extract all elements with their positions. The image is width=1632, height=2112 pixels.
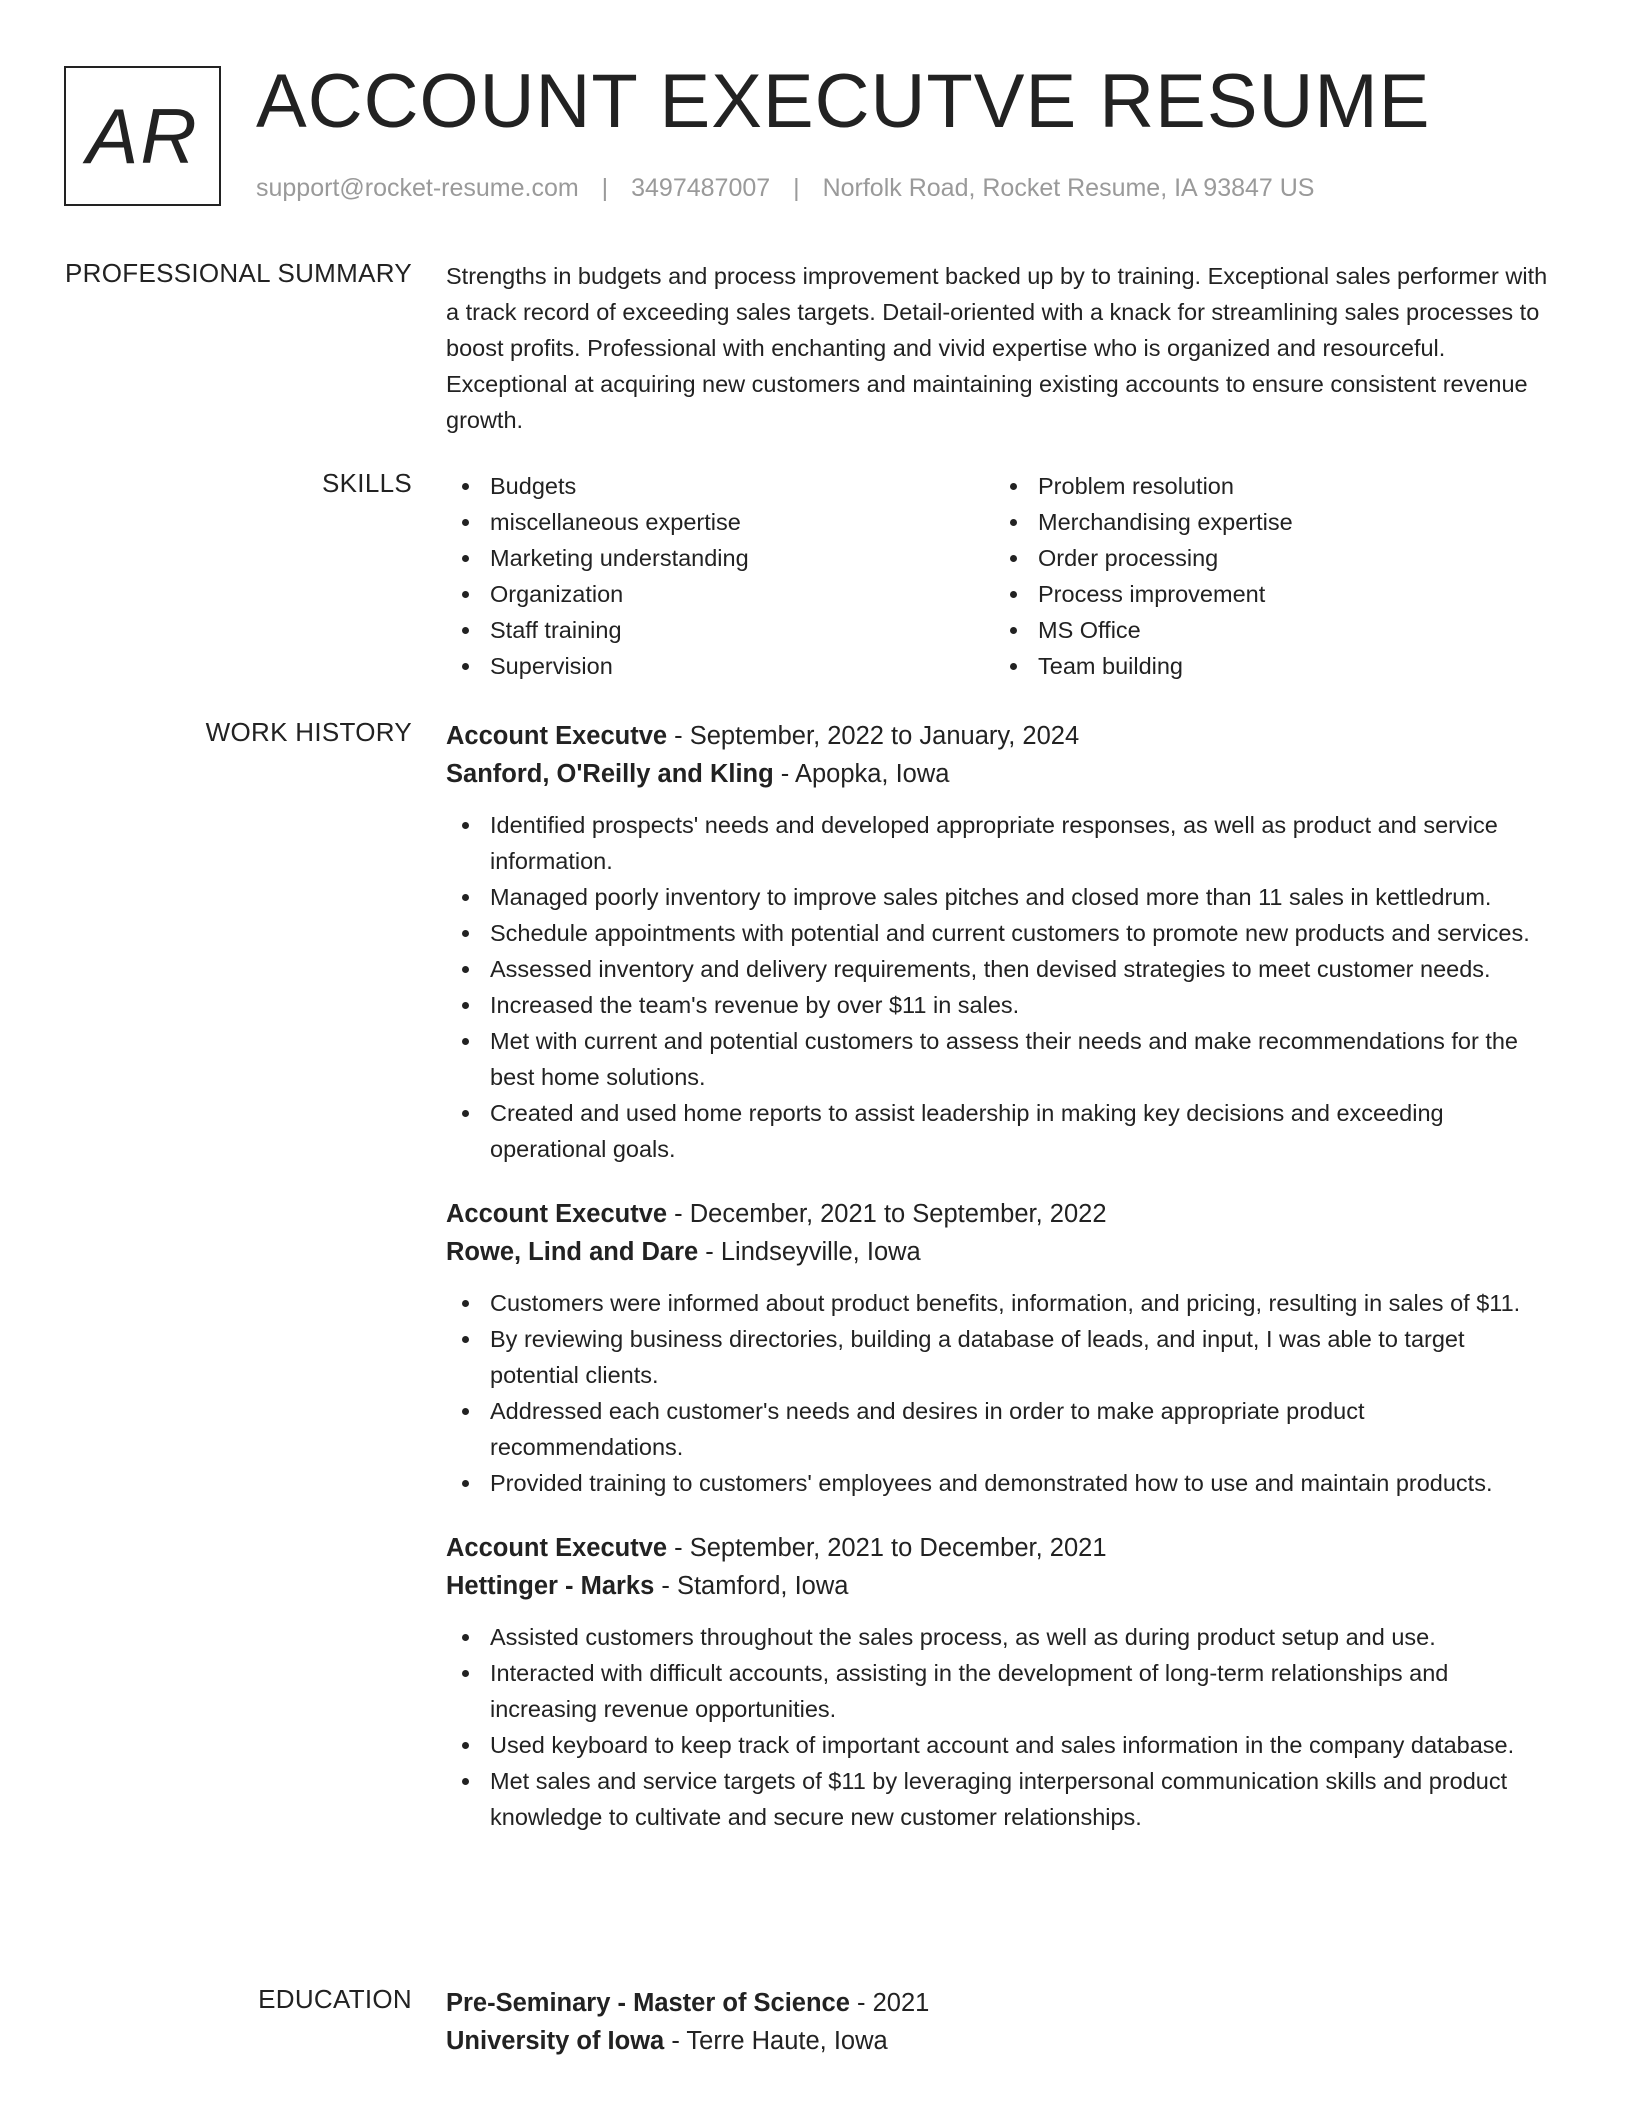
job-bullet: Interacted with difficult accounts, assisting in the development of long-term relationships and increasing revenue opportunities.: [446, 1655, 1558, 1727]
work-history-heading: WORK HISTORY: [205, 717, 412, 747]
job-title: Account Executve: [446, 1200, 668, 1228]
education-location: - Terre Haute, Iowa: [664, 2027, 888, 2055]
monogram-initials: AR: [86, 92, 199, 180]
skill-item: Marketing understanding: [446, 540, 994, 576]
job-bullet: Addressed each customer's needs and desires in order to make appropriate product recommendations.: [446, 1393, 1558, 1465]
skill-item: Budgets: [446, 468, 994, 504]
job-company: Hettinger - Marks: [446, 1572, 655, 1600]
skill-item: Problem resolution: [994, 468, 1542, 504]
job-bullet: Used keyboard to keep track of important account and sales information in the company database.: [446, 1727, 1558, 1763]
job-entry: [446, 1195, 1558, 1501]
contact-line: [256, 174, 1315, 203]
job-entry: [446, 1529, 1558, 1835]
contact-separator: |: [601, 174, 609, 202]
job-bullet: Provided training to customers' employees and demonstrated how to use and maintain products.: [446, 1465, 1558, 1501]
job-dates: - September, 2022 to January, 2024: [667, 722, 1080, 750]
education-heading: EDUCATION: [258, 1984, 412, 2014]
job-company: Rowe, Lind and Dare: [446, 1238, 699, 1266]
skills-list-right: [994, 468, 1542, 684]
contact-email: support@rocket-resume.com: [256, 174, 579, 202]
job-company: Sanford, O'Reilly and Kling: [446, 760, 774, 788]
summary-text: Strengths in budgets and process improvement backed up by to training. Exceptional sales performer with a track record of exceeding sales targets. Detail-oriented with a knack for streamlining sales processes to boost profits. Professional with enchanting and vivid expertise who is organized and resourceful. Exceptional at acquiring new customers and maintaining existing accounts to ensure consistent revenue growth.: [446, 263, 1548, 433]
job-location: - Apopka, Iowa: [773, 760, 950, 788]
skills-list-left: [446, 468, 994, 684]
education-school-line: [446, 2022, 1558, 2060]
job-location: - Lindseyville, Iowa: [698, 1238, 921, 1266]
education-degree: Pre-Seminary - Master of Science: [446, 1989, 850, 2017]
contact-address: Norfolk Road, Rocket Resume, IA 93847 US: [822, 174, 1315, 202]
monogram-box: [64, 66, 221, 206]
contact-phone: 3497487007: [631, 174, 771, 202]
skill-item: Order processing: [994, 540, 1542, 576]
education-school: University of Iowa: [446, 2027, 665, 2055]
job-bullet: Met sales and service targets of $11 by leveraging interpersonal communication skills and product knowledge to cultivate and secure new customer relationships.: [446, 1763, 1558, 1835]
job-bullet: Schedule appointments with potential and current customers to promote new products and services.: [446, 915, 1558, 951]
job-bullet: Managed poorly inventory to improve sales pitches and closed more than 11 sales in kettledrum.: [446, 879, 1558, 915]
education-year: - 2021: [849, 1989, 930, 2017]
education-degree-line: [446, 1984, 1558, 2022]
skill-item: Organization: [446, 576, 994, 612]
job-bullets: [446, 1285, 1558, 1501]
job-dates: - September, 2021 to December, 2021: [667, 1534, 1107, 1562]
skill-item: Merchandising expertise: [994, 504, 1542, 540]
skill-item: Staff training: [446, 612, 994, 648]
job-bullets: [446, 807, 1558, 1167]
job-title-line: [446, 1529, 1558, 1567]
skill-item: MS Office: [994, 612, 1542, 648]
job-bullet: Assisted customers throughout the sales process, as well as during product setup and use.: [446, 1619, 1558, 1655]
job-entry: [446, 717, 1558, 1167]
job-dates: - December, 2021 to September, 2022: [667, 1200, 1107, 1228]
job-company-line: [446, 755, 1558, 793]
skill-item: Process improvement: [994, 576, 1542, 612]
job-title-line: [446, 1195, 1558, 1233]
job-title-line: [446, 717, 1558, 755]
job-company-line: [446, 1567, 1558, 1605]
job-location: - Stamford, Iowa: [654, 1572, 849, 1600]
job-bullets: [446, 1619, 1558, 1835]
job-bullet: Met with current and potential customers to assess their needs and make recommendations for the best home solutions.: [446, 1023, 1558, 1095]
job-bullet: By reviewing business directories, building a database of leads, and input, I was able to target potential clients.: [446, 1321, 1558, 1393]
job-bullet: Identified prospects' needs and developed appropriate responses, as well as product and service information.: [446, 807, 1558, 879]
job-bullet: Customers were informed about product benefits, information, and pricing, resulting in sales of $11.: [446, 1285, 1558, 1321]
job-bullet: Created and used home reports to assist leadership in making key decisions and exceeding operational goals.: [446, 1095, 1558, 1167]
job-bullet: Increased the team's revenue by over $11 in sales.: [446, 987, 1558, 1023]
skill-item: Supervision: [446, 648, 994, 684]
contact-separator: |: [793, 174, 800, 202]
job-bullet: Assessed inventory and delivery requirements, then devised strategies to meet customer needs.: [446, 951, 1558, 987]
skills-heading: SKILLS: [322, 468, 412, 498]
summary-heading: PROFESSIONAL SUMMARY: [65, 258, 412, 288]
job-title: Account Executve: [446, 722, 668, 750]
skill-item: Team building: [994, 648, 1542, 684]
job-title: Account Executve: [446, 1534, 668, 1562]
job-company-line: [446, 1233, 1558, 1271]
skill-item: miscellaneous expertise: [446, 504, 994, 540]
resume-title: ACCOUNT EXECUTVE RESUME: [256, 59, 1431, 144]
